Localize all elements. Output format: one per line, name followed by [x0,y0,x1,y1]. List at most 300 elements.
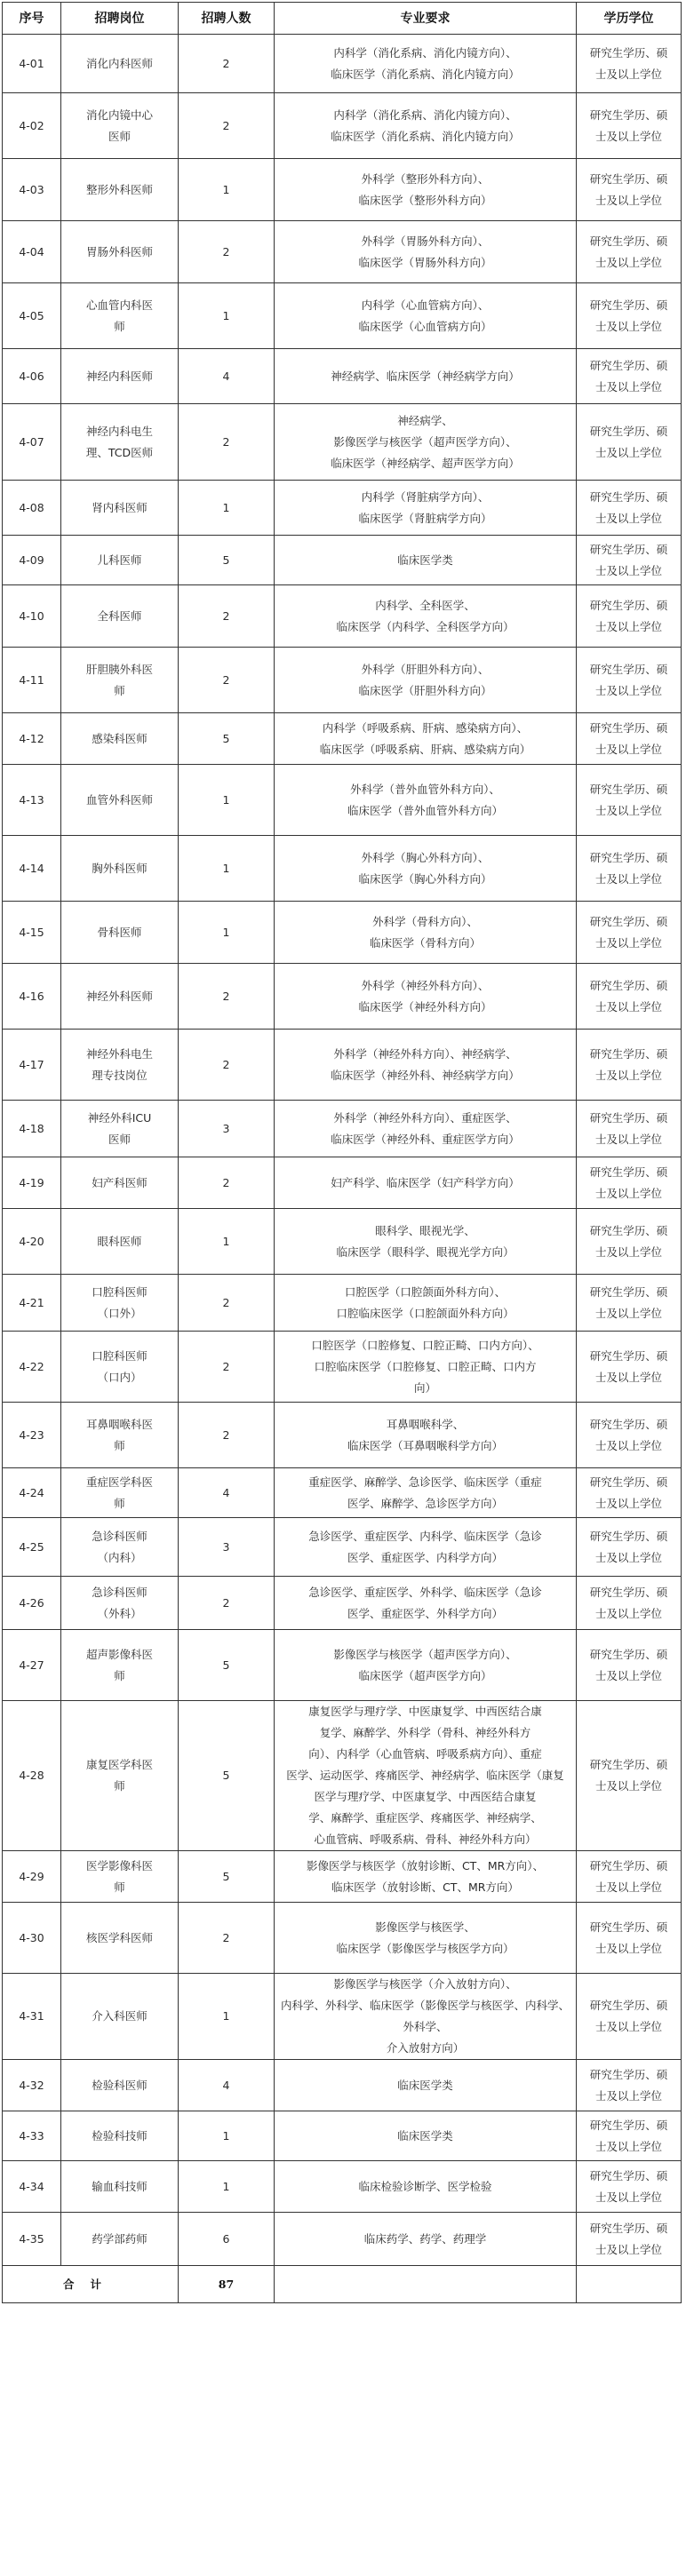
row-position [61,1403,179,1468]
row-no: 4-26 [3,1577,61,1630]
row-position [61,585,179,648]
major-line: 内科学（消化系病、消化内镜方向）、 [333,45,517,60]
header-major: 专业要求 [275,3,577,35]
row-no: 4-27 [3,1630,61,1701]
table-row [3,836,682,902]
table-row [3,902,682,964]
major-line: 临床医学（普外血管外科方向） [347,803,503,817]
major-line: 外科学（整形外科方向）、 [361,171,490,186]
position-line: 神经内科电生 [85,424,153,438]
row-count: 2 [179,221,275,283]
table-row [3,1275,682,1332]
position-line: 血管外科医师 [85,792,153,807]
row-position [61,1974,179,2060]
degree-line: 士及以上学位 [594,1606,662,1620]
row-position [61,836,179,902]
major-line: 外科学（神经外科方向）、重症医学、 [333,1110,517,1125]
row-count: 2 [179,1332,275,1403]
table-row [3,1209,682,1275]
row-no: 4-07 [3,404,61,481]
table-row [3,404,682,481]
major-line: 临床医学（神经外科方向） [358,999,492,1014]
row-no: 4-16 [3,964,61,1030]
table-row [3,2111,682,2161]
row-no: 4-25 [3,1518,61,1577]
position-line: 神经外科电生 [85,1046,153,1061]
row-position [61,1518,179,1577]
position-line: 急诊科医师 [92,1585,148,1599]
major-line: 介入放射方向） [386,2041,465,2055]
table-row [3,1332,682,1403]
row-no: 4-29 [3,1851,61,1903]
row-no: 4-11 [3,648,61,713]
degree-line: 研究生学历、硕 [589,1110,668,1125]
row-position [61,1468,179,1518]
row-major [275,1577,577,1630]
table-row [3,585,682,648]
degree-line: 研究生学历、硕 [589,598,668,612]
degree-line: 士及以上学位 [594,129,662,143]
position-line: 心血管内科医 [85,298,153,312]
row-count: 1 [179,765,275,836]
table-row [3,1101,682,1157]
table-row [3,1577,682,1630]
position-line: 超声影像科医 [85,1647,153,1661]
row-degree [577,481,682,536]
row-count: 3 [179,1518,275,1577]
major-line: 临床医学（消化系病、消化内镜方向） [331,67,520,81]
degree-line: 研究生学历、硕 [589,234,668,248]
degree-line: 士及以上学位 [594,1880,662,1894]
degree-line: 研究生学历、硕 [589,1999,668,2012]
row-degree [577,1630,682,1701]
row-no: 4-15 [3,902,61,964]
row-major [275,536,577,585]
position-line: 神经内科医师 [85,369,153,383]
degree-line: 士及以上学位 [594,2088,662,2103]
row-no: 4-13 [3,765,61,836]
major-line: 急诊医学、重症医学、内科学、临床医学（急诊 [308,1529,542,1543]
row-count: 5 [179,1701,275,1851]
header-no: 序号 [3,3,61,35]
row-degree [577,1851,682,1903]
major-line: 神经病学、临床医学（神经病学方向） [331,369,520,383]
position-line: 师 [114,1779,125,1793]
position-line: 神经外科医师 [85,989,153,1003]
degree-line: 士及以上学位 [594,1068,662,1082]
major-line: 影像医学与核医学（介入放射方向）、 [333,1977,517,1991]
major-line: 临床医学（神经外科、神经病学方向） [331,1068,520,1082]
row-no: 4-02 [3,93,61,159]
row-count: 2 [179,404,275,481]
position-line: 介入科医师 [92,2009,148,2023]
row-count: 2 [179,1157,275,1209]
row-count: 4 [179,349,275,404]
degree-line: 研究生学历、硕 [589,489,668,504]
row-count: 2 [179,93,275,159]
row-position [61,902,179,964]
row-position [61,1030,179,1101]
major-line: 临床医学类 [397,553,453,567]
major-line: 外科学（神经外科方向）、神经病学、 [333,1046,517,1061]
row-major [275,713,577,765]
table-row [3,648,682,713]
total-label-text: 合计 [62,2277,117,2291]
major-line: 医学、运动医学、疼痛医学、神经病学、临床医学（康复 [286,1769,564,1782]
position-line: 师 [114,1438,125,1452]
degree-line: 研究生学历、硕 [589,45,668,60]
degree-line: 士及以上学位 [594,1496,662,1510]
row-major [275,349,577,404]
row-no: 4-18 [3,1101,61,1157]
degree-line: 研究生学历、硕 [589,1284,668,1299]
position-line: 肝胆胰外科医 [85,662,153,676]
row-position [61,1332,179,1403]
table-body [3,35,682,2266]
degree-line: 士及以上学位 [594,1370,662,1384]
degree-line: 士及以上学位 [594,871,662,886]
major-line: 影像医学与核医学（超声医学方向）、 [333,434,517,449]
row-degree [577,2161,682,2213]
header-row [3,3,682,35]
row-count: 2 [179,1030,275,1101]
row-degree [577,159,682,221]
row-major [275,648,577,713]
major-line: 内科学（消化系病、消化内镜方向）、 [333,107,517,122]
row-major [275,1974,577,2060]
position-line: 眼科医师 [97,1234,142,1248]
row-count: 1 [179,2111,275,2161]
degree-line: 研究生学历、硕 [589,171,668,186]
major-line: 医学与理疗学、中医康复学、中西医结合康复 [314,1790,537,1803]
table-row [3,1468,682,1518]
degree-line: 士及以上学位 [594,2139,662,2153]
major-line: 学、麻醉学、重症医学、疼痛医学、神经病学、 [308,1811,542,1825]
major-line: 外科学（普外血管外科方向）、 [350,782,500,796]
row-no: 4-34 [3,2161,61,2213]
row-count: 5 [179,713,275,765]
row-no: 4-09 [3,536,61,585]
position-line: 感染科医师 [92,731,148,745]
row-major [275,2161,577,2213]
row-no: 4-10 [3,585,61,648]
degree-line: 士及以上学位 [594,67,662,81]
major-line: 内科学、全科医学、 [375,598,475,612]
row-position [61,2060,179,2111]
row-major [275,1630,577,1701]
row-position [61,2161,179,2213]
row-degree [577,1332,682,1403]
row-position [61,481,179,536]
row-position [61,1701,179,1851]
row-major [275,1468,577,1518]
position-line: 理、TCD医师 [85,445,154,459]
row-degree [577,1518,682,1577]
row-no: 4-28 [3,1701,61,1851]
row-no: 4-30 [3,1903,61,1974]
degree-line: 士及以上学位 [594,1244,662,1259]
degree-line: 研究生学历、硕 [589,1348,668,1363]
row-degree [577,648,682,713]
row-position [61,1157,179,1209]
total-row [3,2266,682,2303]
position-line: 理专技岗位 [92,1068,148,1082]
row-degree [577,1157,682,1209]
degree-line: 士及以上学位 [594,1550,662,1564]
row-count: 1 [179,1974,275,2060]
row-major [275,1209,577,1275]
table-row [3,159,682,221]
major-line: 外科学（骨科方向）、 [372,914,478,928]
major-line: 耳鼻咽喉科学、 [386,1417,465,1431]
row-major [275,765,577,836]
row-position [61,221,179,283]
position-line: 师 [114,1880,125,1894]
degree-line: 士及以上学位 [594,319,662,333]
row-no: 4-19 [3,1157,61,1209]
row-degree [577,2060,682,2111]
row-major [275,1903,577,1974]
position-line: 师 [114,1496,125,1510]
row-degree [577,1275,682,1332]
position-line: 师 [114,1668,125,1682]
major-line: 内科学（呼吸系病、肝病、感染病方向）、 [322,720,529,735]
major-line: 临床医学（呼吸系病、肝病、感染病方向） [319,742,531,756]
major-line: 临床医学（神经病学、超声医学方向） [331,456,520,470]
row-major [275,836,577,902]
position-line: 康复医学科医 [85,1758,153,1771]
position-line: 药学部药师 [92,2231,148,2246]
degree-line: 士及以上学位 [594,683,662,697]
degree-line: 研究生学历、硕 [589,978,668,992]
major-line: 神经病学、 [397,413,453,427]
degree-line: 士及以上学位 [594,1306,662,1320]
row-no: 4-23 [3,1403,61,1468]
degree-line: 研究生学历、硕 [589,1647,668,1661]
row-major [275,1157,577,1209]
position-line: 儿科医师 [97,553,142,567]
degree-line: 士及以上学位 [594,1186,662,1200]
major-line: 医学、麻醉学、急诊医学方向） [347,1496,503,1510]
table-row [3,713,682,765]
table-row [3,221,682,283]
major-line: 临床医学（肾脏病学方向） [358,511,492,525]
row-degree [577,902,682,964]
degree-line: 研究生学历、硕 [589,2168,668,2182]
row-major [275,283,577,349]
table-row [3,2213,682,2266]
row-count: 1 [179,159,275,221]
row-no: 4-01 [3,35,61,93]
table-row [3,349,682,404]
row-degree [577,2111,682,2161]
row-no: 4-35 [3,2213,61,2266]
major-line: 临床药学、药学、药理学 [363,2231,487,2246]
row-count: 2 [179,964,275,1030]
degree-line: 研究生学历、硕 [589,850,668,864]
position-line: 重症医学科医 [85,1475,153,1489]
row-count: 2 [179,35,275,93]
total-label [3,2266,179,2303]
row-major [275,1332,577,1403]
position-line: 急诊科医师 [92,1529,148,1543]
row-count: 5 [179,1630,275,1701]
row-position [61,1209,179,1275]
degree-line: 研究生学历、硕 [589,107,668,122]
row-degree [577,1577,682,1630]
table-row [3,481,682,536]
row-no: 4-06 [3,349,61,404]
row-position [61,2111,179,2161]
table-row [3,765,682,836]
row-degree [577,93,682,159]
row-count: 1 [179,481,275,536]
position-line: 消化内科医师 [85,56,153,70]
table-row [3,1030,682,1101]
row-major [275,1701,577,1851]
header-degree: 学历学位 [577,3,682,35]
major-line: 向）、内科学（心血管病、呼吸系病方向）、重症 [308,1747,542,1761]
row-count: 4 [179,1468,275,1518]
row-major [275,221,577,283]
row-count: 5 [179,536,275,585]
table-row [3,1630,682,1701]
row-major [275,404,577,481]
total-major-empty [275,2266,577,2303]
position-line: 神经外科ICU [87,1110,152,1125]
row-count: 2 [179,1577,275,1630]
major-line: 外科学（肝胆外科方向）、 [361,662,490,676]
degree-line: 士及以上学位 [594,1941,662,1955]
major-line: 口腔临床医学（口腔颌面外科方向） [336,1306,514,1320]
major-line: 康复医学与理疗学、中医康复学、中西医结合康 [308,1705,542,1718]
degree-line: 研究生学历、硕 [589,2221,668,2235]
degree-line: 士及以上学位 [594,935,662,950]
row-degree [577,404,682,481]
major-line: 临床医学类 [397,2078,453,2092]
degree-line: 士及以上学位 [594,255,662,269]
row-no: 4-05 [3,283,61,349]
major-line: 口腔临床医学（口腔修复、口腔正畸、口内方 [314,1359,537,1373]
row-major [275,93,577,159]
major-line: 临床医学（神经外科、重症医学方向） [331,1132,520,1146]
degree-line: 研究生学历、硕 [589,914,668,928]
table-row [3,1701,682,1851]
row-count: 2 [179,1403,275,1468]
degree-line: 士及以上学位 [594,803,662,817]
row-position [61,2213,179,2266]
degree-line: 研究生学历、硕 [589,1223,668,1237]
degree-line: 研究生学历、硕 [589,1529,668,1543]
major-line: 影像医学与核医学（超声医学方向）、 [333,1647,517,1661]
degree-line: 士及以上学位 [594,2242,662,2256]
row-major [275,1275,577,1332]
degree-line: 士及以上学位 [594,2190,662,2204]
major-line: 内科学（肾脏病学方向）、 [361,489,490,504]
major-line: 临床医学（消化系病、消化内镜方向） [331,129,520,143]
major-line: 临床医学类 [397,2128,453,2143]
row-no: 4-33 [3,2111,61,2161]
degree-line: 研究生学历、硕 [589,1920,668,1934]
row-degree [577,765,682,836]
recruitment-table [2,2,682,2303]
row-degree [577,536,682,585]
major-line: 临床医学（胸心外科方向） [358,871,492,886]
major-line: 外科学（胸心外科方向）、 [361,850,490,864]
row-position [61,35,179,93]
position-line: 师 [114,319,125,333]
table-row [3,536,682,585]
position-line: 肾内科医师 [92,500,148,514]
row-count: 1 [179,902,275,964]
header-position: 招聘岗位 [61,3,179,35]
major-line: 临床医学（超声医学方向） [358,1668,492,1682]
row-degree [577,1030,682,1101]
major-line: 内科学、外科学、临床医学（影像医学与核医学、内科学、外科学、 [280,1999,570,2033]
table-row [3,2161,682,2213]
position-line: 医师 [108,1132,131,1146]
row-position [61,1630,179,1701]
degree-line: 研究生学历、硕 [589,1417,668,1431]
row-count: 1 [179,2161,275,2213]
row-major [275,159,577,221]
row-position [61,713,179,765]
major-line: 临床医学（肝胆外科方向） [358,683,492,697]
table-row [3,1518,682,1577]
row-degree [577,2213,682,2266]
degree-line: 士及以上学位 [594,1668,662,1682]
table-row [3,2060,682,2111]
row-degree [577,35,682,93]
major-line: 外科学（胃肠外科方向）、 [361,234,490,248]
row-degree [577,1403,682,1468]
degree-line: 士及以上学位 [594,379,662,394]
position-line: 医师 [108,129,131,143]
table-row [3,93,682,159]
position-line: 师 [114,683,125,697]
position-line: 整形外科医师 [85,182,153,196]
major-line: 复学、麻醉学、外科学（骨科、神经外科方 [319,1726,531,1739]
row-major [275,1403,577,1468]
row-count: 3 [179,1101,275,1157]
row-major [275,2060,577,2111]
row-no: 4-24 [3,1468,61,1518]
degree-line: 研究生学历、硕 [589,298,668,312]
row-major [275,35,577,93]
position-line: （外科） [97,1606,142,1620]
row-major [275,1851,577,1903]
table-row [3,35,682,93]
row-count: 1 [179,1209,275,1275]
total-degree-empty [577,2266,682,2303]
major-line: 临床医学（放射诊断、CT、MR方向） [331,1880,519,1894]
row-degree [577,1974,682,2060]
row-no: 4-04 [3,221,61,283]
degree-line: 士及以上学位 [594,1779,662,1793]
row-major [275,2111,577,2161]
total-count: 87 [179,2266,275,2303]
row-count: 1 [179,836,275,902]
row-degree [577,1101,682,1157]
degree-line: 研究生学历、硕 [589,424,668,438]
major-line: 向） [413,1380,436,1395]
row-degree [577,221,682,283]
major-line: 临床医学（整形外科方向） [358,193,492,207]
row-degree [577,349,682,404]
degree-line: 士及以上学位 [594,619,662,633]
major-line: 临床医学（内科学、全科医学方向） [336,619,514,633]
position-line: 消化内镜中心 [85,107,153,122]
